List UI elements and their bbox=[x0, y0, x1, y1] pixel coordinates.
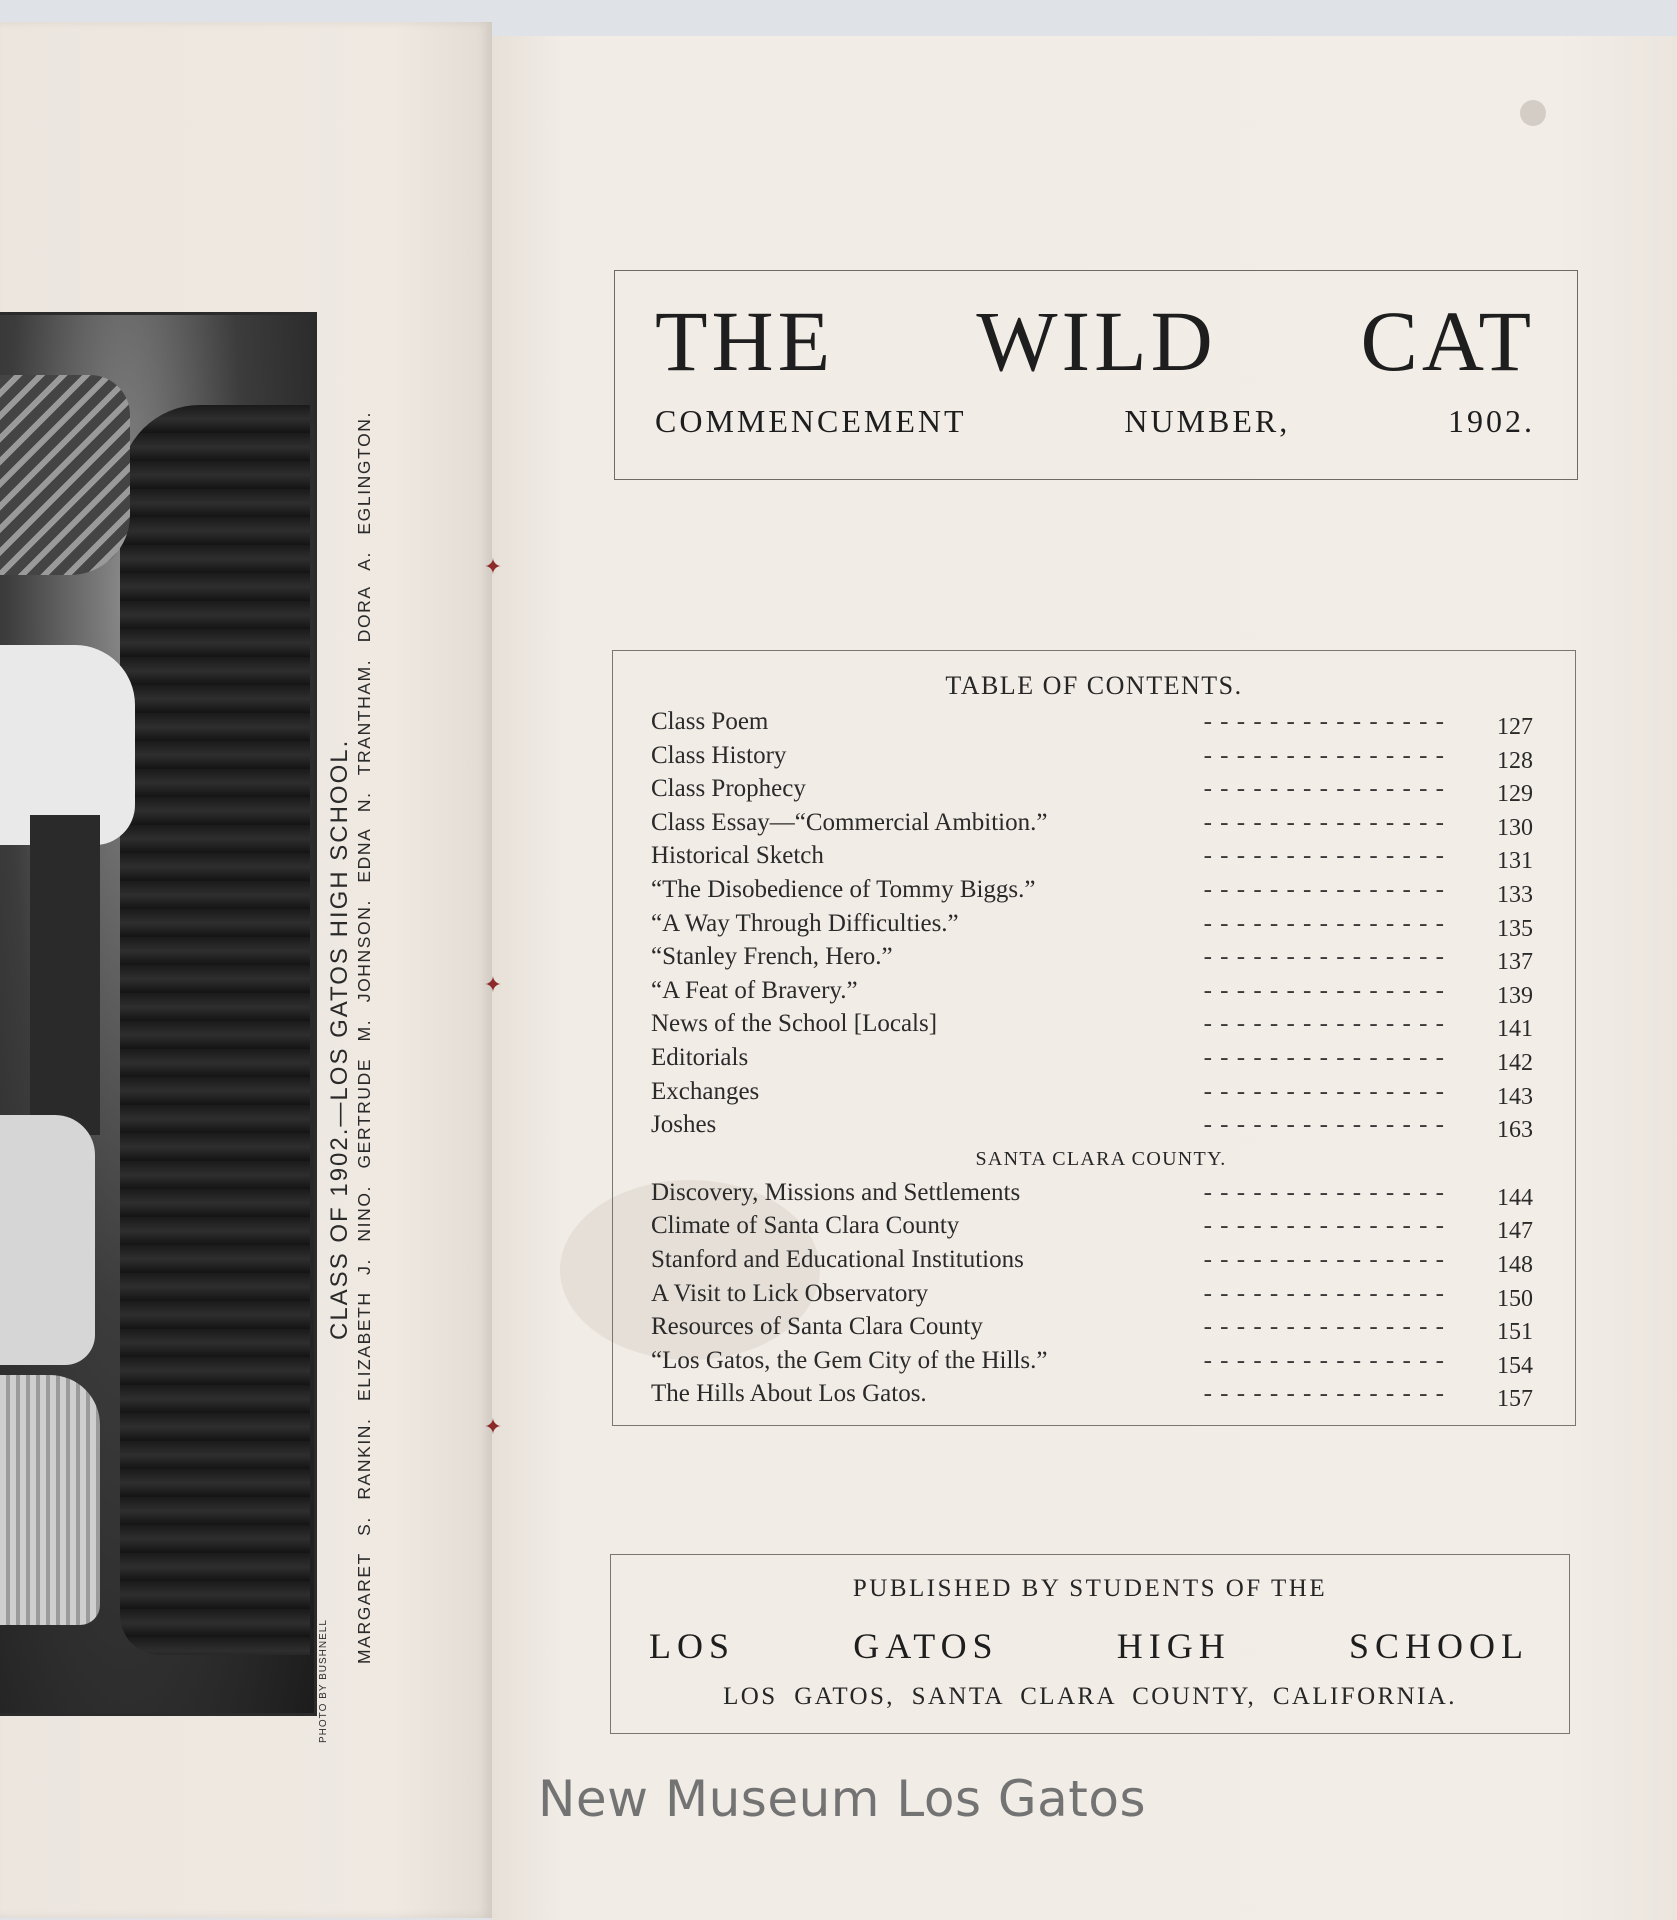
toc-entry bbox=[651, 839, 1541, 873]
photo-credit: PHOTO BY BUSHNELL bbox=[318, 1619, 329, 1743]
toc-entry-title: Joshes bbox=[651, 1111, 717, 1139]
toc-leader-dots: - - - - - - - - - - - - - - - bbox=[1203, 1245, 1445, 1273]
publisher-line: PUBLISHED BY STUDENTS OF THE bbox=[852, 1575, 1328, 1602]
toc-entry bbox=[651, 907, 1541, 941]
masthead-box bbox=[614, 270, 1578, 480]
toc-entry bbox=[651, 1277, 1541, 1311]
toc-entry bbox=[651, 1310, 1541, 1344]
paper-spot bbox=[1520, 100, 1546, 126]
toc-entry-title: News of the School [Locals] bbox=[651, 1010, 938, 1038]
toc-entry-title: Historical Sketch bbox=[651, 842, 824, 870]
toc-entry bbox=[651, 1176, 1541, 1210]
toc-entry-title: Editorials bbox=[651, 1043, 749, 1071]
toc-entry-title: Climate of Santa Clara County bbox=[651, 1212, 960, 1240]
photo-figure bbox=[0, 1375, 100, 1625]
toc-entry bbox=[651, 1209, 1541, 1243]
toc-entry bbox=[651, 1108, 1541, 1142]
subtitle-number: NUMBER, bbox=[1124, 403, 1291, 439]
staple-mark: ✦ bbox=[483, 1414, 503, 1439]
toc-entry-page: 129 bbox=[1497, 781, 1533, 808]
toc-list bbox=[651, 705, 1541, 1411]
toc-leader-dots: - - - - - - - - - - - - - - - bbox=[1203, 1313, 1445, 1341]
toc-leader-dots: - - - - - - - - - - - - - - - bbox=[1203, 842, 1445, 870]
toc-entry-title: “The Disobedience of Tommy Biggs.” bbox=[651, 875, 1036, 903]
toc-entry-title: Discovery, Missions and Settlements bbox=[651, 1178, 1021, 1206]
toc-leader-dots: - - - - - - - - - - - - - - - bbox=[1203, 1111, 1445, 1139]
toc-entry-title: “Los Gatos, the Gem City of the Hills.” bbox=[651, 1346, 1048, 1374]
toc-entry bbox=[651, 705, 1541, 739]
toc-entry-page: 148 bbox=[1497, 1251, 1533, 1278]
toc-entry-page: 157 bbox=[1497, 1386, 1533, 1413]
toc-leader-dots: - - - - - - - - - - - - - - - bbox=[1203, 1178, 1445, 1206]
toc-entry-title: “A Feat of Bravery.” bbox=[651, 976, 858, 1004]
toc-leader-dots: - - - - - - - - - - - - - - - bbox=[1203, 976, 1445, 1004]
toc-entry-page: 150 bbox=[1497, 1285, 1533, 1312]
toc-entry bbox=[651, 1377, 1541, 1411]
toc-leader-dots: - - - - - - - - - - - - - - - bbox=[1203, 1279, 1445, 1307]
toc-entry bbox=[651, 1243, 1541, 1277]
toc-entry bbox=[651, 772, 1541, 806]
toc-entry bbox=[651, 940, 1541, 974]
photo-caption-title: CLASS OF 1902.—LOS GATOS HIGH SCHOOL. bbox=[326, 738, 353, 1340]
toc-entry-title: “Stanley French, Hero.” bbox=[651, 943, 893, 971]
toc-leader-dots: - - - - - - - - - - - - - - - bbox=[1203, 1380, 1445, 1408]
toc-leader-dots: - - - - - - - - - - - - - - - bbox=[1203, 875, 1445, 903]
toc-entry-page: 142 bbox=[1497, 1049, 1533, 1076]
toc-entry bbox=[651, 1041, 1541, 1075]
toc-entry bbox=[651, 1344, 1541, 1378]
toc-entry-page: 139 bbox=[1497, 982, 1533, 1009]
publisher-box bbox=[610, 1554, 1570, 1734]
toc-entry bbox=[651, 1007, 1541, 1041]
toc-entry-page: 151 bbox=[1497, 1319, 1533, 1346]
photo-figure bbox=[30, 815, 100, 1135]
toc-entry-title: Class Poem bbox=[651, 708, 769, 735]
toc-entry-page: 133 bbox=[1497, 881, 1533, 908]
toc-entry bbox=[651, 873, 1541, 907]
masthead-title: THE WILD CAT bbox=[655, 293, 1535, 389]
toc-entry bbox=[651, 739, 1541, 773]
toc-entry-title: Class Essay—“Commercial Ambition.” bbox=[651, 808, 1048, 836]
toc-entry-title: Exchanges bbox=[651, 1077, 760, 1105]
staple-mark: ✦ bbox=[483, 554, 503, 579]
publisher-address: LOS GATOS, SANTA CLARA COUNTY, CALIFORNIA. bbox=[723, 1683, 1457, 1710]
toc-leader-dots: - - - - - - - - - - - - - - - bbox=[1203, 1346, 1445, 1374]
toc-leader-dots: - - - - - - - - - - - - - - - bbox=[1203, 708, 1445, 735]
toc-entry-page: 128 bbox=[1497, 747, 1533, 774]
toc-entry-page: 127 bbox=[1497, 714, 1533, 740]
toc-entry-page: 147 bbox=[1497, 1218, 1533, 1245]
toc-leader-dots: - - - - - - - - - - - - - - - bbox=[1203, 775, 1445, 803]
toc-leader-dots: - - - - - - - - - - - - - - - bbox=[1203, 1077, 1445, 1105]
publisher-school-name: LOS GATOS HIGH SCHOOL bbox=[649, 1626, 1529, 1666]
toc-entry-title: The Hills About Los Gatos. bbox=[651, 1380, 927, 1408]
toc-entry-title: “A Way Through Difficulties.” bbox=[651, 909, 959, 937]
toc-entry-title: A Visit to Lick Observatory bbox=[651, 1279, 929, 1307]
toc-leader-dots: - - - - - - - - - - - - - - - bbox=[1203, 1010, 1445, 1038]
class-photo bbox=[0, 312, 317, 1716]
masthead-subtitle bbox=[655, 403, 1535, 440]
toc-leader-dots: - - - - - - - - - - - - - - - bbox=[1203, 1043, 1445, 1071]
toc-entry-title: Class History bbox=[651, 741, 787, 769]
watermark: New Museum Los Gatos bbox=[538, 1770, 1147, 1828]
toc-entry-page: 143 bbox=[1497, 1083, 1533, 1110]
toc-entry-title: Resources of Santa Clara County bbox=[651, 1313, 983, 1341]
subtitle-commencement: COMMENCEMENT bbox=[655, 403, 967, 439]
toc-heading: TABLE OF CONTENTS. bbox=[945, 671, 1243, 700]
toc-leader-dots: - - - - - - - - - - - - - - - bbox=[1203, 1212, 1445, 1240]
photo-caption-names: MARGARET S. RANKIN. ELIZABETH J. NINO. GERTRUDE M. JOHNSON. EDNA N. TRANTHAM. DORA A. EGLINGTON. bbox=[354, 410, 374, 1664]
toc-entry-page: 135 bbox=[1497, 915, 1533, 942]
toc-entry-page: 131 bbox=[1497, 848, 1533, 875]
toc-entry bbox=[651, 1075, 1541, 1109]
toc-entry-page: 154 bbox=[1497, 1352, 1533, 1379]
toc-entry bbox=[651, 974, 1541, 1008]
toc-leader-dots: - - - - - - - - - - - - - - - bbox=[1203, 741, 1445, 769]
toc-leader-dots: - - - - - - - - - - - - - - - bbox=[1203, 943, 1445, 971]
toc-entry-page: 130 bbox=[1497, 814, 1533, 841]
toc-entry-title: Class Prophecy bbox=[651, 775, 806, 803]
toc-entry-title: Stanford and Educational Institutions bbox=[651, 1245, 1024, 1273]
toc-leader-dots: - - - - - - - - - - - - - - - bbox=[1203, 808, 1445, 836]
subtitle-year: 1902. bbox=[1448, 403, 1535, 439]
photo-figure bbox=[0, 1115, 95, 1365]
table-of-contents bbox=[612, 650, 1576, 1426]
photo-chair bbox=[120, 405, 310, 1655]
photo-figure bbox=[0, 375, 130, 575]
toc-section-heading: SANTA CLARA COUNTY. bbox=[975, 1147, 1227, 1170]
toc-leader-dots: - - - - - - - - - - - - - - - bbox=[1203, 909, 1445, 937]
toc-entry-page: 137 bbox=[1497, 949, 1533, 976]
toc-entry-page: 141 bbox=[1497, 1016, 1533, 1043]
toc-entry-page: 163 bbox=[1497, 1117, 1533, 1144]
toc-entry bbox=[651, 806, 1541, 840]
staple-mark: ✦ bbox=[483, 972, 503, 997]
toc-entry-page: 144 bbox=[1497, 1184, 1533, 1211]
